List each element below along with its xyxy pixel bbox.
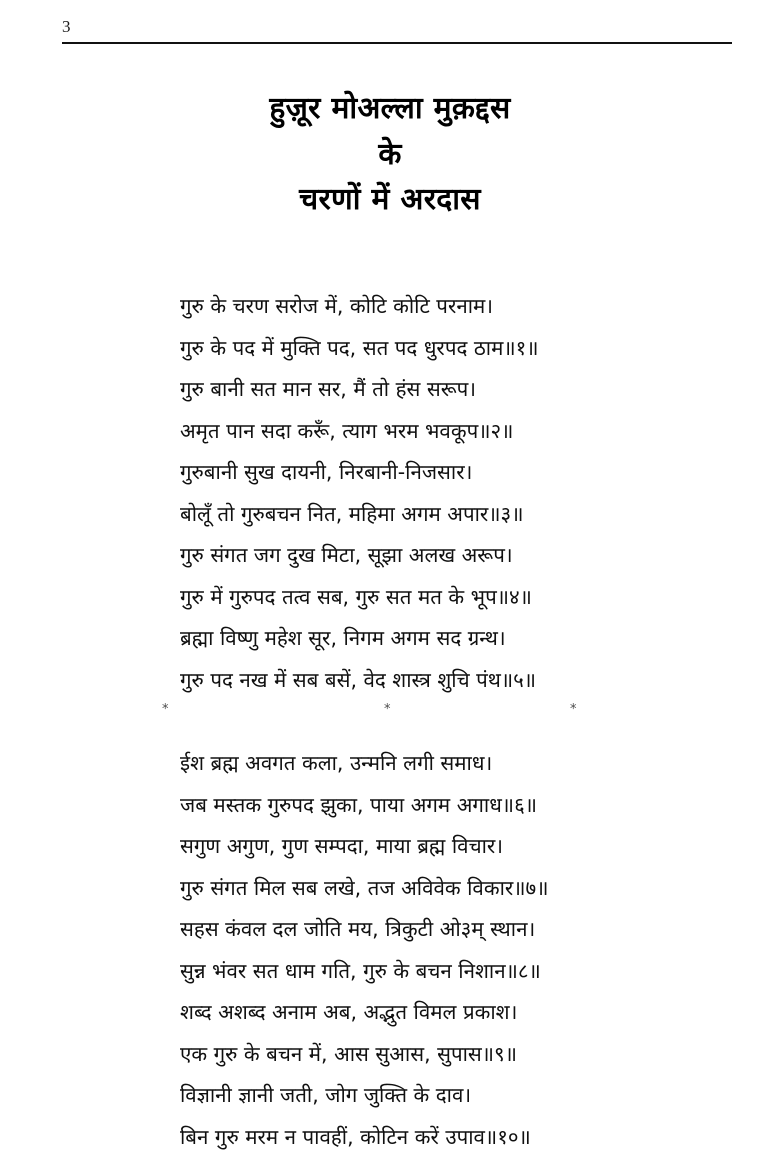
verse-line: गुरु संगत मिल सब लखे, तज अविवेक विकार॥७॥ (180, 868, 744, 910)
verse-line: जब मस्तक गुरुपद झुका, पाया अगम अगाध॥६॥ (180, 785, 744, 827)
verse-line: सहस कंवल दल जोति मय, त्रिकुटी ओ३म् स्थान। (180, 909, 744, 951)
section-divider (180, 703, 744, 739)
page-header (62, 18, 732, 44)
verse-line: गुरु संगत जग दुख मिटा, सूझा अलख अरूप। (180, 535, 744, 577)
verse-line: शब्द अशब्द अनाम अब, अद्भुत विमल प्रकाश। (180, 992, 744, 1034)
verse-line: अमृत पान सदा करूँ, त्याग भरम भवकूप॥२॥ (180, 411, 744, 453)
title-line-2: के (0, 132, 780, 178)
verse-line: सगुण अगुण, गुण सम्पदा, माया ब्रह्म विचार। (180, 826, 744, 868)
stanza-second (180, 743, 744, 1158)
verse-line: ईश ब्रह्म अवगत कला, उन्मनि लगी समाध। (180, 743, 744, 785)
verse-line: गुरु बानी सत मान सर, मैं तो हंस सरूप। (180, 369, 744, 411)
verse-line: ब्रह्मा विष्णु महेश सूर, निगम अगम सद ग्रन्थ। (180, 618, 744, 660)
verse-line: बोलूँ तो गुरुबचन नित, महिमा अगम अपार॥३॥ (180, 494, 744, 536)
header-rule (62, 42, 732, 44)
verse-line: गुरु में गुरुपद तत्व सब, गुरु सत मत के भूप॥४॥ (180, 577, 744, 619)
asterisk-icon: * (570, 703, 577, 716)
verse-line: गुरु के पद में मुक्ति पद, सत पद धुरपद ठाम॥१॥ (180, 328, 744, 370)
verse-line: बिन गुरु मरम न पावहीं, कोटिन करें उपाव॥१०॥ (180, 1117, 744, 1158)
stanza-first (180, 286, 744, 701)
asterisk-icon: * (384, 703, 391, 716)
verse-line: गुरु पद नख में सब बसें, वेद शास्त्र शुचि पंथ॥५॥ (180, 660, 744, 702)
verse-line: गुरु के चरण सरोज में, कोटि कोटि परनाम। (180, 286, 744, 328)
title-line-1: हुज़ूर मोअल्ला मुक़द्दस (0, 86, 780, 132)
verse-line: एक गुरु के बचन में, आस सुआस, सुपास॥९॥ (180, 1034, 744, 1076)
asterisk-icon: * (162, 703, 169, 716)
page-number: 3 (62, 18, 732, 35)
verse-body (180, 286, 744, 1158)
verse-line: विज्ञानी ज्ञानी जती, जोग जुक्ति के दाव। (180, 1075, 744, 1117)
title-line-3: चरणों में अरदास (0, 177, 780, 223)
verse-line: गुरुबानी सुख दायनी, निरबानी-निजसार। (180, 452, 744, 494)
verse-line: सुन्न भंवर सत धाम गति, गुरु के बचन निशान॥८॥ (180, 951, 744, 993)
page-title (0, 86, 780, 223)
